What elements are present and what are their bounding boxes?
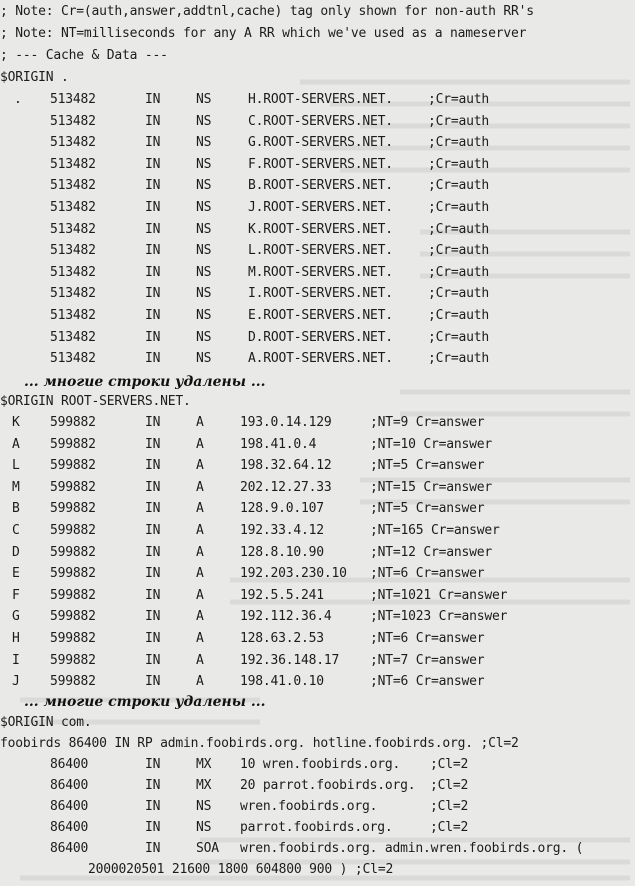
record-class: IN (145, 308, 161, 323)
record-type: NS (196, 264, 212, 280)
record-type: A (196, 479, 204, 495)
record-comment: ;NT=6 Cr=answer (370, 566, 485, 582)
record-ttl: 599882 (50, 501, 96, 517)
record-class: IN (145, 501, 161, 517)
record-comment: ;Cl=2 (430, 757, 469, 772)
record-class: IN (145, 652, 161, 668)
record-class: IN (145, 587, 161, 603)
record-name: M (12, 479, 20, 495)
record-name: F (12, 587, 20, 603)
record-name: D (12, 544, 20, 560)
record-value: J.ROOT-SERVERS.NET. (248, 200, 393, 215)
lines-removed-caption-1: ... многие строки удалены ... (24, 374, 266, 390)
record-value: 128.63.2.53 (240, 631, 324, 646)
record-value: 192.203.230.10 (240, 566, 347, 582)
record-ttl: 513482 (50, 286, 96, 302)
record-type: NS (196, 135, 212, 151)
record-class: IN (145, 156, 161, 172)
record-value: wren.foobirds.org. admin.wren.foobirds.org. ( (240, 841, 584, 856)
record-type: SOA (196, 841, 219, 856)
record-name: H (12, 631, 20, 646)
record-name: I (12, 652, 20, 668)
record-value: B.ROOT-SERVERS.NET. (248, 178, 393, 194)
record-class: IN (145, 264, 161, 280)
record-name: C (12, 523, 20, 538)
record-ttl: 513482 (50, 92, 96, 107)
record-type: NS (196, 286, 212, 302)
record-type: A (196, 436, 204, 452)
record-ttl: 86400 (50, 778, 89, 793)
record-value: E.ROOT-SERVERS.NET. (248, 308, 393, 323)
record-comment: ;NT=1023 Cr=answer (370, 609, 508, 625)
record-value: I.ROOT-SERVERS.NET. (248, 286, 393, 302)
record-type: NS (196, 329, 212, 345)
record-ttl: 86400 (50, 799, 89, 814)
record-type: NS (196, 243, 212, 259)
record-class: IN (145, 113, 161, 129)
record-value: 192.33.4.12 (240, 523, 324, 538)
record-type: NS (196, 308, 212, 323)
record-ttl: 513482 (50, 113, 96, 129)
record-comment: ;NT=165 Cr=answer (370, 523, 500, 538)
record-class: IN (145, 479, 161, 495)
record-comment: ;Cl=2 (430, 799, 469, 814)
foobirds-rp-record: foobirds 86400 IN RP admin.foobirds.org. hotline.foobirds.org. ;Cl=2 (0, 736, 519, 751)
record-comment: ;NT=12 Cr=answer (370, 544, 493, 560)
note-line-1: ; Note: Cr=(auth,answer,addtnl,cache) tag only shown for non-auth RR's (0, 4, 534, 19)
record-class: IN (145, 458, 161, 474)
note-line-2: ; Note: NT=milliseconds for any A RR which we've used as a nameserver (0, 26, 527, 41)
record-comment: ;Cr=auth (428, 286, 490, 302)
record-ttl: 86400 (50, 820, 89, 835)
record-ttl: 513482 (50, 308, 96, 323)
record-type: A (196, 458, 204, 474)
record-type: A (196, 674, 204, 690)
record-value: 192.36.148.17 (240, 652, 340, 668)
record-comment: ;Cl=2 (430, 820, 469, 835)
record-comment: ;Cr=auth (428, 243, 490, 259)
record-ttl: 513482 (50, 243, 96, 259)
record-type: MX (196, 778, 212, 793)
record-name: . (14, 92, 22, 107)
record-comment: ;Cr=auth (428, 113, 490, 129)
record-value: F.ROOT-SERVERS.NET. (248, 156, 393, 172)
record-class: IN (145, 544, 161, 560)
record-name: B (12, 501, 20, 517)
record-ttl: 513482 (50, 264, 96, 280)
record-class: IN (145, 415, 161, 430)
record-ttl: 599882 (50, 436, 96, 452)
record-value: C.ROOT-SERVERS.NET. (248, 113, 393, 129)
record-comment: ;Cr=auth (428, 308, 490, 323)
record-class: IN (145, 92, 161, 107)
record-value: parrot.foobirds.org. (240, 820, 393, 835)
record-ttl: 599882 (50, 587, 96, 603)
record-comment: ;Cr=auth (428, 92, 490, 107)
record-name: E (12, 566, 20, 582)
record-comment: ;Cr=auth (428, 178, 490, 194)
record-class: IN (145, 243, 161, 259)
record-ttl: 86400 (50, 841, 89, 856)
origin-root-directive: $ORIGIN . (0, 70, 69, 85)
record-class: IN (145, 799, 161, 814)
record-type: A (196, 523, 204, 538)
lines-removed-caption-2: ... многие строки удалены ... (24, 694, 266, 710)
record-ttl: 513482 (50, 221, 96, 237)
record-type: NS (196, 200, 212, 215)
record-type: NS (196, 178, 212, 194)
record-class: IN (145, 200, 161, 215)
record-type: A (196, 544, 204, 560)
record-value: A.ROOT-SERVERS.NET. (248, 351, 393, 367)
record-ttl: 513482 (50, 351, 96, 367)
record-class: IN (145, 757, 161, 772)
record-ttl: 599882 (50, 674, 96, 690)
record-type: NS (196, 351, 212, 367)
record-class: IN (145, 674, 161, 690)
record-comment: ;NT=15 Cr=answer (370, 479, 493, 495)
record-class: IN (145, 351, 161, 367)
record-ttl: 599882 (50, 523, 96, 538)
record-value: 192.112.36.4 (240, 609, 332, 625)
soa-continuation: 2000020501 21600 1800 604800 900 ) ;Cl=2 (88, 862, 394, 877)
record-type: NS (196, 799, 212, 814)
record-comment: ;NT=1021 Cr=answer (370, 587, 508, 603)
record-class: IN (145, 631, 161, 646)
record-class: IN (145, 566, 161, 582)
record-type: NS (196, 113, 212, 129)
record-value: wren.foobirds.org. (240, 799, 378, 814)
record-name: L (12, 458, 20, 474)
record-type: NS (196, 221, 212, 237)
record-comment: ;NT=9 Cr=answer (370, 415, 485, 430)
record-type: A (196, 415, 204, 430)
record-type: A (196, 587, 204, 603)
record-ttl: 513482 (50, 178, 96, 194)
record-ttl: 599882 (50, 458, 96, 474)
record-ttl: 513482 (50, 156, 96, 172)
record-value: 10 wren.foobirds.org. (240, 757, 401, 772)
record-class: IN (145, 329, 161, 345)
record-type: A (196, 631, 204, 646)
record-comment: ;Cr=auth (428, 351, 490, 367)
origin-root-servers-directive: $ORIGIN ROOT-SERVERS.NET. (0, 394, 191, 409)
record-class: IN (145, 135, 161, 151)
record-value: 128.8.10.90 (240, 544, 324, 560)
record-value: 20 parrot.foobirds.org. (240, 778, 416, 793)
record-name: J (12, 674, 20, 690)
record-value: 202.12.27.33 (240, 479, 332, 495)
record-ttl: 513482 (50, 329, 96, 345)
record-type: NS (196, 92, 212, 107)
record-value: 193.0.14.129 (240, 415, 332, 430)
record-type: A (196, 652, 204, 668)
record-value: K.ROOT-SERVERS.NET. (248, 221, 393, 237)
record-comment: ;NT=5 Cr=answer (370, 501, 485, 517)
record-name: K (12, 415, 20, 430)
record-comment: ;Cr=auth (428, 329, 490, 345)
record-type: A (196, 501, 204, 517)
record-ttl: 599882 (50, 631, 96, 646)
record-comment: ;NT=5 Cr=answer (370, 458, 485, 474)
record-value: 198.41.0.4 (240, 436, 317, 452)
record-value: G.ROOT-SERVERS.NET. (248, 135, 393, 151)
record-class: IN (145, 778, 161, 793)
record-class: IN (145, 820, 161, 835)
record-value: D.ROOT-SERVERS.NET. (248, 329, 393, 345)
record-comment: ;Cr=auth (428, 264, 490, 280)
record-ttl: 513482 (50, 200, 96, 215)
record-class: IN (145, 286, 161, 302)
record-class: IN (145, 841, 161, 856)
record-name: A (12, 436, 20, 452)
record-ttl: 599882 (50, 566, 96, 582)
note-line-3: ; --- Cache & Data --- (0, 48, 168, 63)
record-value: 198.32.64.12 (240, 458, 332, 474)
record-type: NS (196, 820, 212, 835)
origin-com-directive: $ORIGIN com. (0, 715, 92, 730)
record-ttl: 599882 (50, 415, 96, 430)
record-ttl: 599882 (50, 609, 96, 625)
record-type: A (196, 566, 204, 582)
record-class: IN (145, 609, 161, 625)
record-ttl: 599882 (50, 479, 96, 495)
record-comment: ;Cr=auth (428, 221, 490, 237)
record-ttl: 599882 (50, 652, 96, 668)
record-ttl: 513482 (50, 135, 96, 151)
record-comment: ;NT=6 Cr=answer (370, 631, 485, 646)
record-type: A (196, 609, 204, 625)
record-comment: ;Cr=auth (428, 156, 490, 172)
record-comment: ;Cr=auth (428, 200, 490, 215)
record-value: 128.9.0.107 (240, 501, 324, 517)
record-class: IN (145, 178, 161, 194)
record-value: 198.41.0.10 (240, 674, 324, 690)
record-comment: ;NT=10 Cr=answer (370, 436, 493, 452)
record-class: IN (145, 436, 161, 452)
record-class: IN (145, 523, 161, 538)
record-comment: ;Cr=auth (428, 135, 490, 151)
record-comment: ;Cl=2 (430, 778, 469, 793)
record-comment: ;NT=6 Cr=answer (370, 674, 485, 690)
record-name: G (12, 609, 20, 625)
record-value: H.ROOT-SERVERS.NET. (248, 92, 393, 107)
record-value: L.ROOT-SERVERS.NET. (248, 243, 393, 259)
record-ttl: 599882 (50, 544, 96, 560)
record-type: NS (196, 156, 212, 172)
record-value: M.ROOT-SERVERS.NET. (248, 264, 393, 280)
record-ttl: 86400 (50, 757, 89, 772)
record-comment: ;NT=7 Cr=answer (370, 652, 485, 668)
record-class: IN (145, 221, 161, 237)
record-type: MX (196, 757, 212, 772)
record-value: 192.5.5.241 (240, 587, 324, 603)
